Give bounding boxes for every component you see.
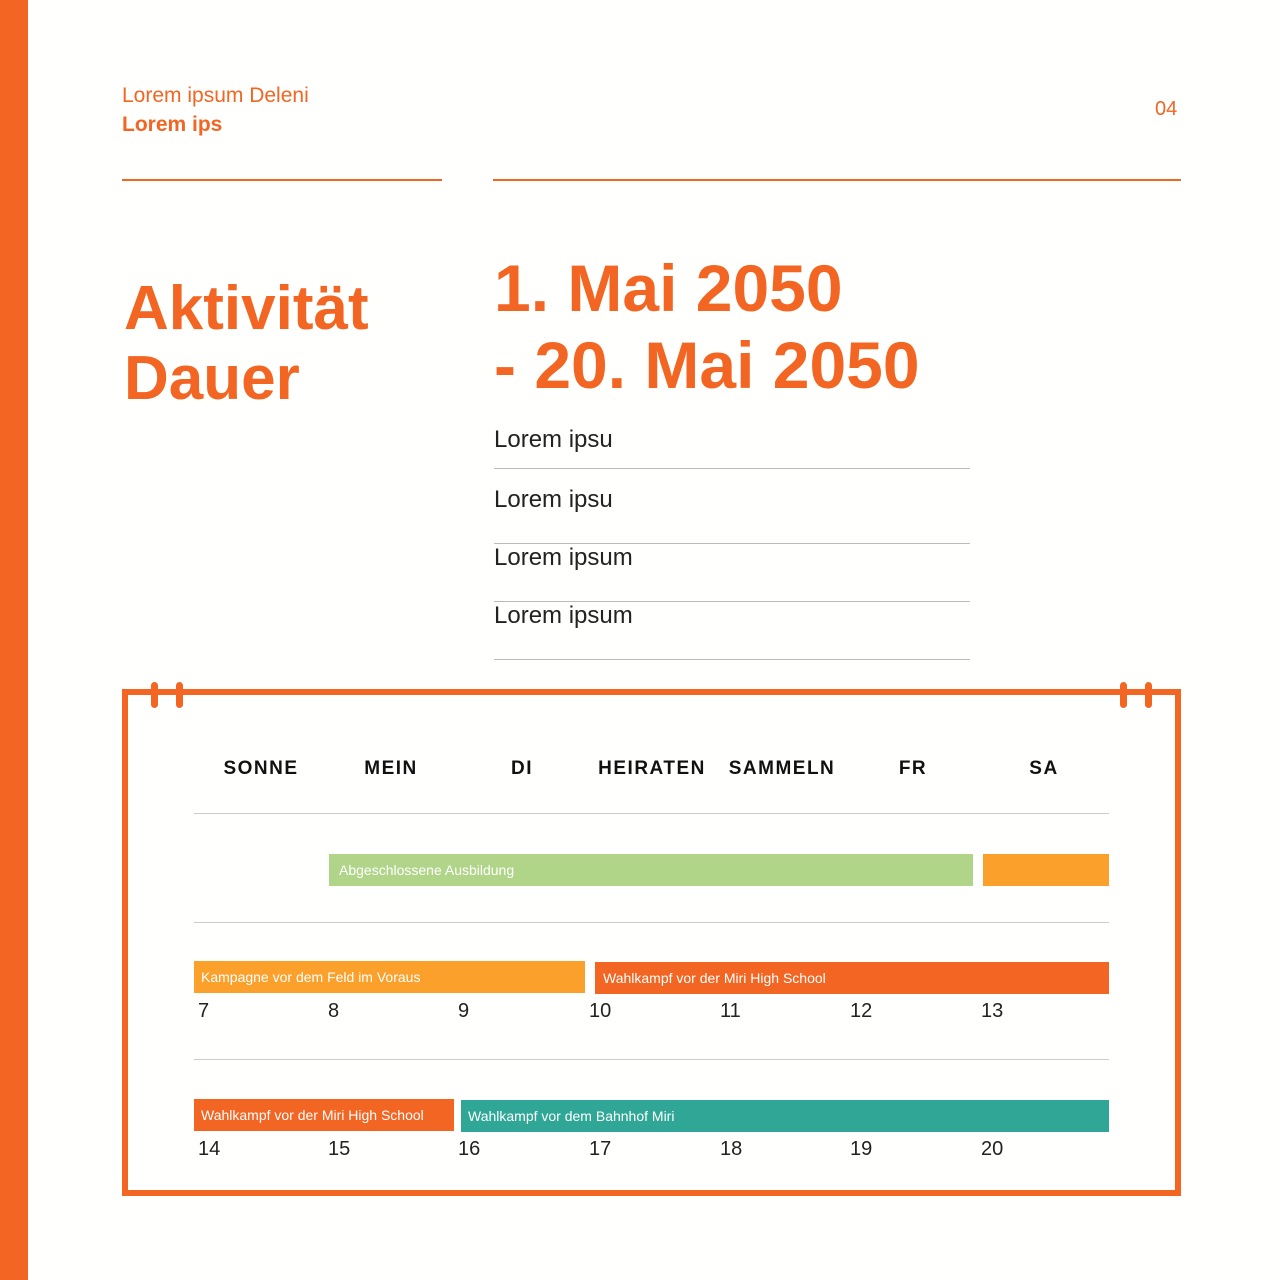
event-bar[interactable]: Kampagne vor dem Feld im Voraus xyxy=(194,961,585,993)
date-line: - 20. Mai 2050 xyxy=(494,328,920,402)
list-item: Lorem ipsu xyxy=(494,486,970,544)
day-header: SAMMELN xyxy=(728,758,836,779)
title-line: Dauer xyxy=(124,344,300,413)
day-header: FR xyxy=(898,758,928,779)
day-number: 20 xyxy=(981,1138,1004,1160)
day-number: 8 xyxy=(328,1000,340,1022)
day-number: 15 xyxy=(328,1138,351,1160)
event-bar[interactable]: Wahlkampf vor der Miri High School xyxy=(194,1099,454,1131)
event-bar[interactable]: Wahlkampf vor der Miri High School xyxy=(595,962,1109,994)
week-divider xyxy=(194,922,1109,923)
day-header: SONNE xyxy=(223,758,299,779)
day-number: 19 xyxy=(850,1138,873,1160)
day-number: 18 xyxy=(720,1138,743,1160)
day-number: 14 xyxy=(198,1138,221,1160)
binder-ring xyxy=(1145,682,1152,708)
day-number: 9 xyxy=(458,1000,470,1022)
header-subtitle-bold: Lorem ips xyxy=(122,113,223,136)
day-header: DI xyxy=(511,758,533,779)
side-stripe xyxy=(0,0,28,1280)
list-item: Lorem ipsum xyxy=(494,602,970,660)
list-item: Lorem ipsum xyxy=(494,544,970,602)
event-bar[interactable]: Abgeschlossene Ausbildung xyxy=(329,854,973,886)
binder-ring xyxy=(151,682,158,708)
divider xyxy=(122,179,442,181)
list-item: Lorem ipsu xyxy=(494,426,970,469)
binder-ring xyxy=(176,682,183,708)
day-header: MEIN xyxy=(364,758,418,779)
day-number: 12 xyxy=(850,1000,873,1022)
date-range xyxy=(494,250,920,404)
day-header: SA xyxy=(1029,758,1059,779)
day-number: 16 xyxy=(458,1138,481,1160)
date-line: 1. Mai 2050 xyxy=(494,251,843,325)
day-number: 7 xyxy=(198,1000,210,1022)
title-line: Aktivität xyxy=(124,274,369,343)
week-divider xyxy=(194,1059,1109,1060)
divider xyxy=(493,179,1181,181)
day-header: HEIRATEN xyxy=(598,758,706,779)
binder-ring xyxy=(1120,682,1127,708)
page-number: 04 xyxy=(1155,98,1178,120)
event-bar[interactable] xyxy=(983,854,1109,886)
day-number: 10 xyxy=(589,1000,612,1022)
week-divider xyxy=(194,813,1109,814)
event-bar[interactable]: Wahlkampf vor dem Bahnhof Miri xyxy=(461,1100,1109,1132)
day-number: 17 xyxy=(589,1138,612,1160)
page-title xyxy=(124,274,369,414)
day-number: 13 xyxy=(981,1000,1004,1022)
day-number: 11 xyxy=(720,1000,741,1022)
header-subtitle: Lorem ipsum Deleni xyxy=(122,84,309,107)
